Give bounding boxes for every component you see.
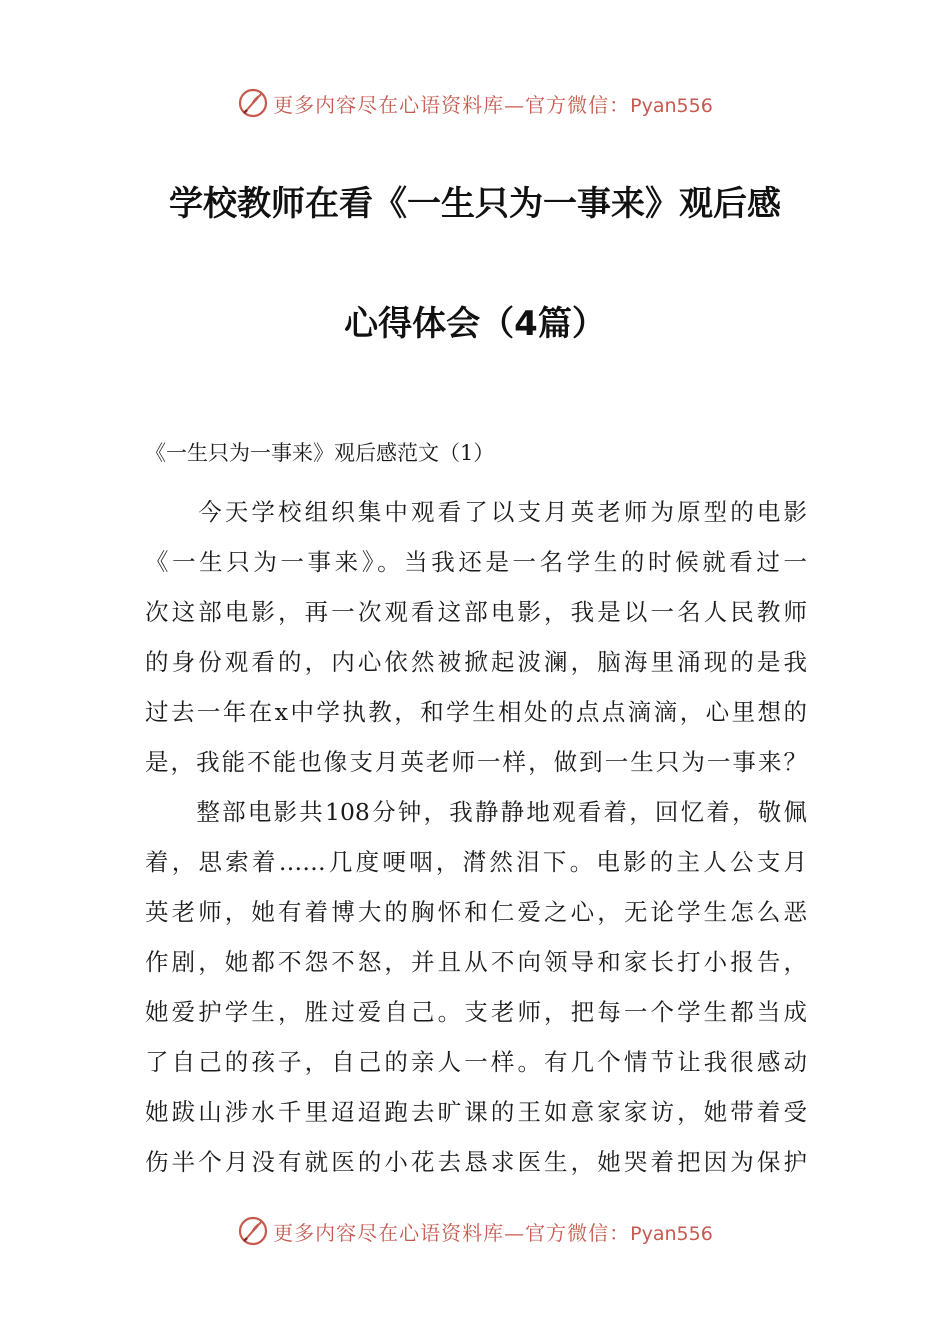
footer-watermark <box>0 1211 950 1251</box>
text-line: 了自己的孩子，自己的亲人一样。有几个情节让我很感动 <box>145 1048 807 1076</box>
section-heading: 《一生只为一事来》观后感范文（1） <box>145 441 495 465</box>
watermark-wechat-id: Pyan556 <box>630 94 713 117</box>
text-line: 整部电影共108分钟，我静静地观看着，回忆着，敬佩 <box>145 798 807 826</box>
text-line: 的身份观看的，内心依然被掀起波澜，脑海里涌现的是我 <box>145 648 807 676</box>
quill-logo-icon <box>237 87 269 119</box>
text-line: 过去一年在x中学执教，和学生相处的点点滴滴，心里想的 <box>145 698 807 726</box>
text-line: 《一生只为一事来》。当我还是一名学生的时候就看过一 <box>145 548 807 576</box>
text-line: 是，我能不能也像支月英老师一样，做到一生只为一事来？ <box>145 748 807 776</box>
document-body <box>145 437 807 1187</box>
watermark-text: 更多内容尽在心语资料库—官方微信：Pyan556 <box>273 1220 713 1245</box>
text-line: 今天学校组织集中观看了以支月英老师为原型的电影 <box>145 498 807 526</box>
header-watermark <box>0 83 950 123</box>
quill-logo-icon <box>237 1215 269 1247</box>
watermark-wechat-id: Pyan556 <box>630 1222 713 1245</box>
text-line: 次这部电影，再一次观看这部电影，我是以一名人民教师 <box>145 598 807 626</box>
text-line: 英老师，她有着博大的胸怀和仁爱之心，无论学生怎么恶 <box>145 898 807 926</box>
document-subtitle: 心得体会（4篇） <box>344 304 606 344</box>
text-line: 她爱护学生，胜过爱自己。支老师，把每一个学生都当成 <box>145 998 807 1026</box>
paragraph <box>145 487 807 787</box>
watermark-text: 更多内容尽在心语资料库—官方微信：Pyan556 <box>273 92 713 117</box>
text-line: 她跋山涉水千里迢迢跑去旷课的王如意家家访，她带着受 <box>145 1098 807 1126</box>
text-line: 着，思索着……几度哽咽，潸然泪下。电影的主人公支月 <box>145 848 807 876</box>
text-line: 作剧，她都不怨不怒，并且从不向领导和家长打小报告， <box>145 948 807 976</box>
document-title: 学校教师在看《一生只为一事来》观后感 <box>169 184 781 224</box>
text-line: 伤半个月没有就医的小花去恳求医生，她哭着把因为保护 <box>145 1148 807 1176</box>
paragraph <box>145 787 807 1187</box>
